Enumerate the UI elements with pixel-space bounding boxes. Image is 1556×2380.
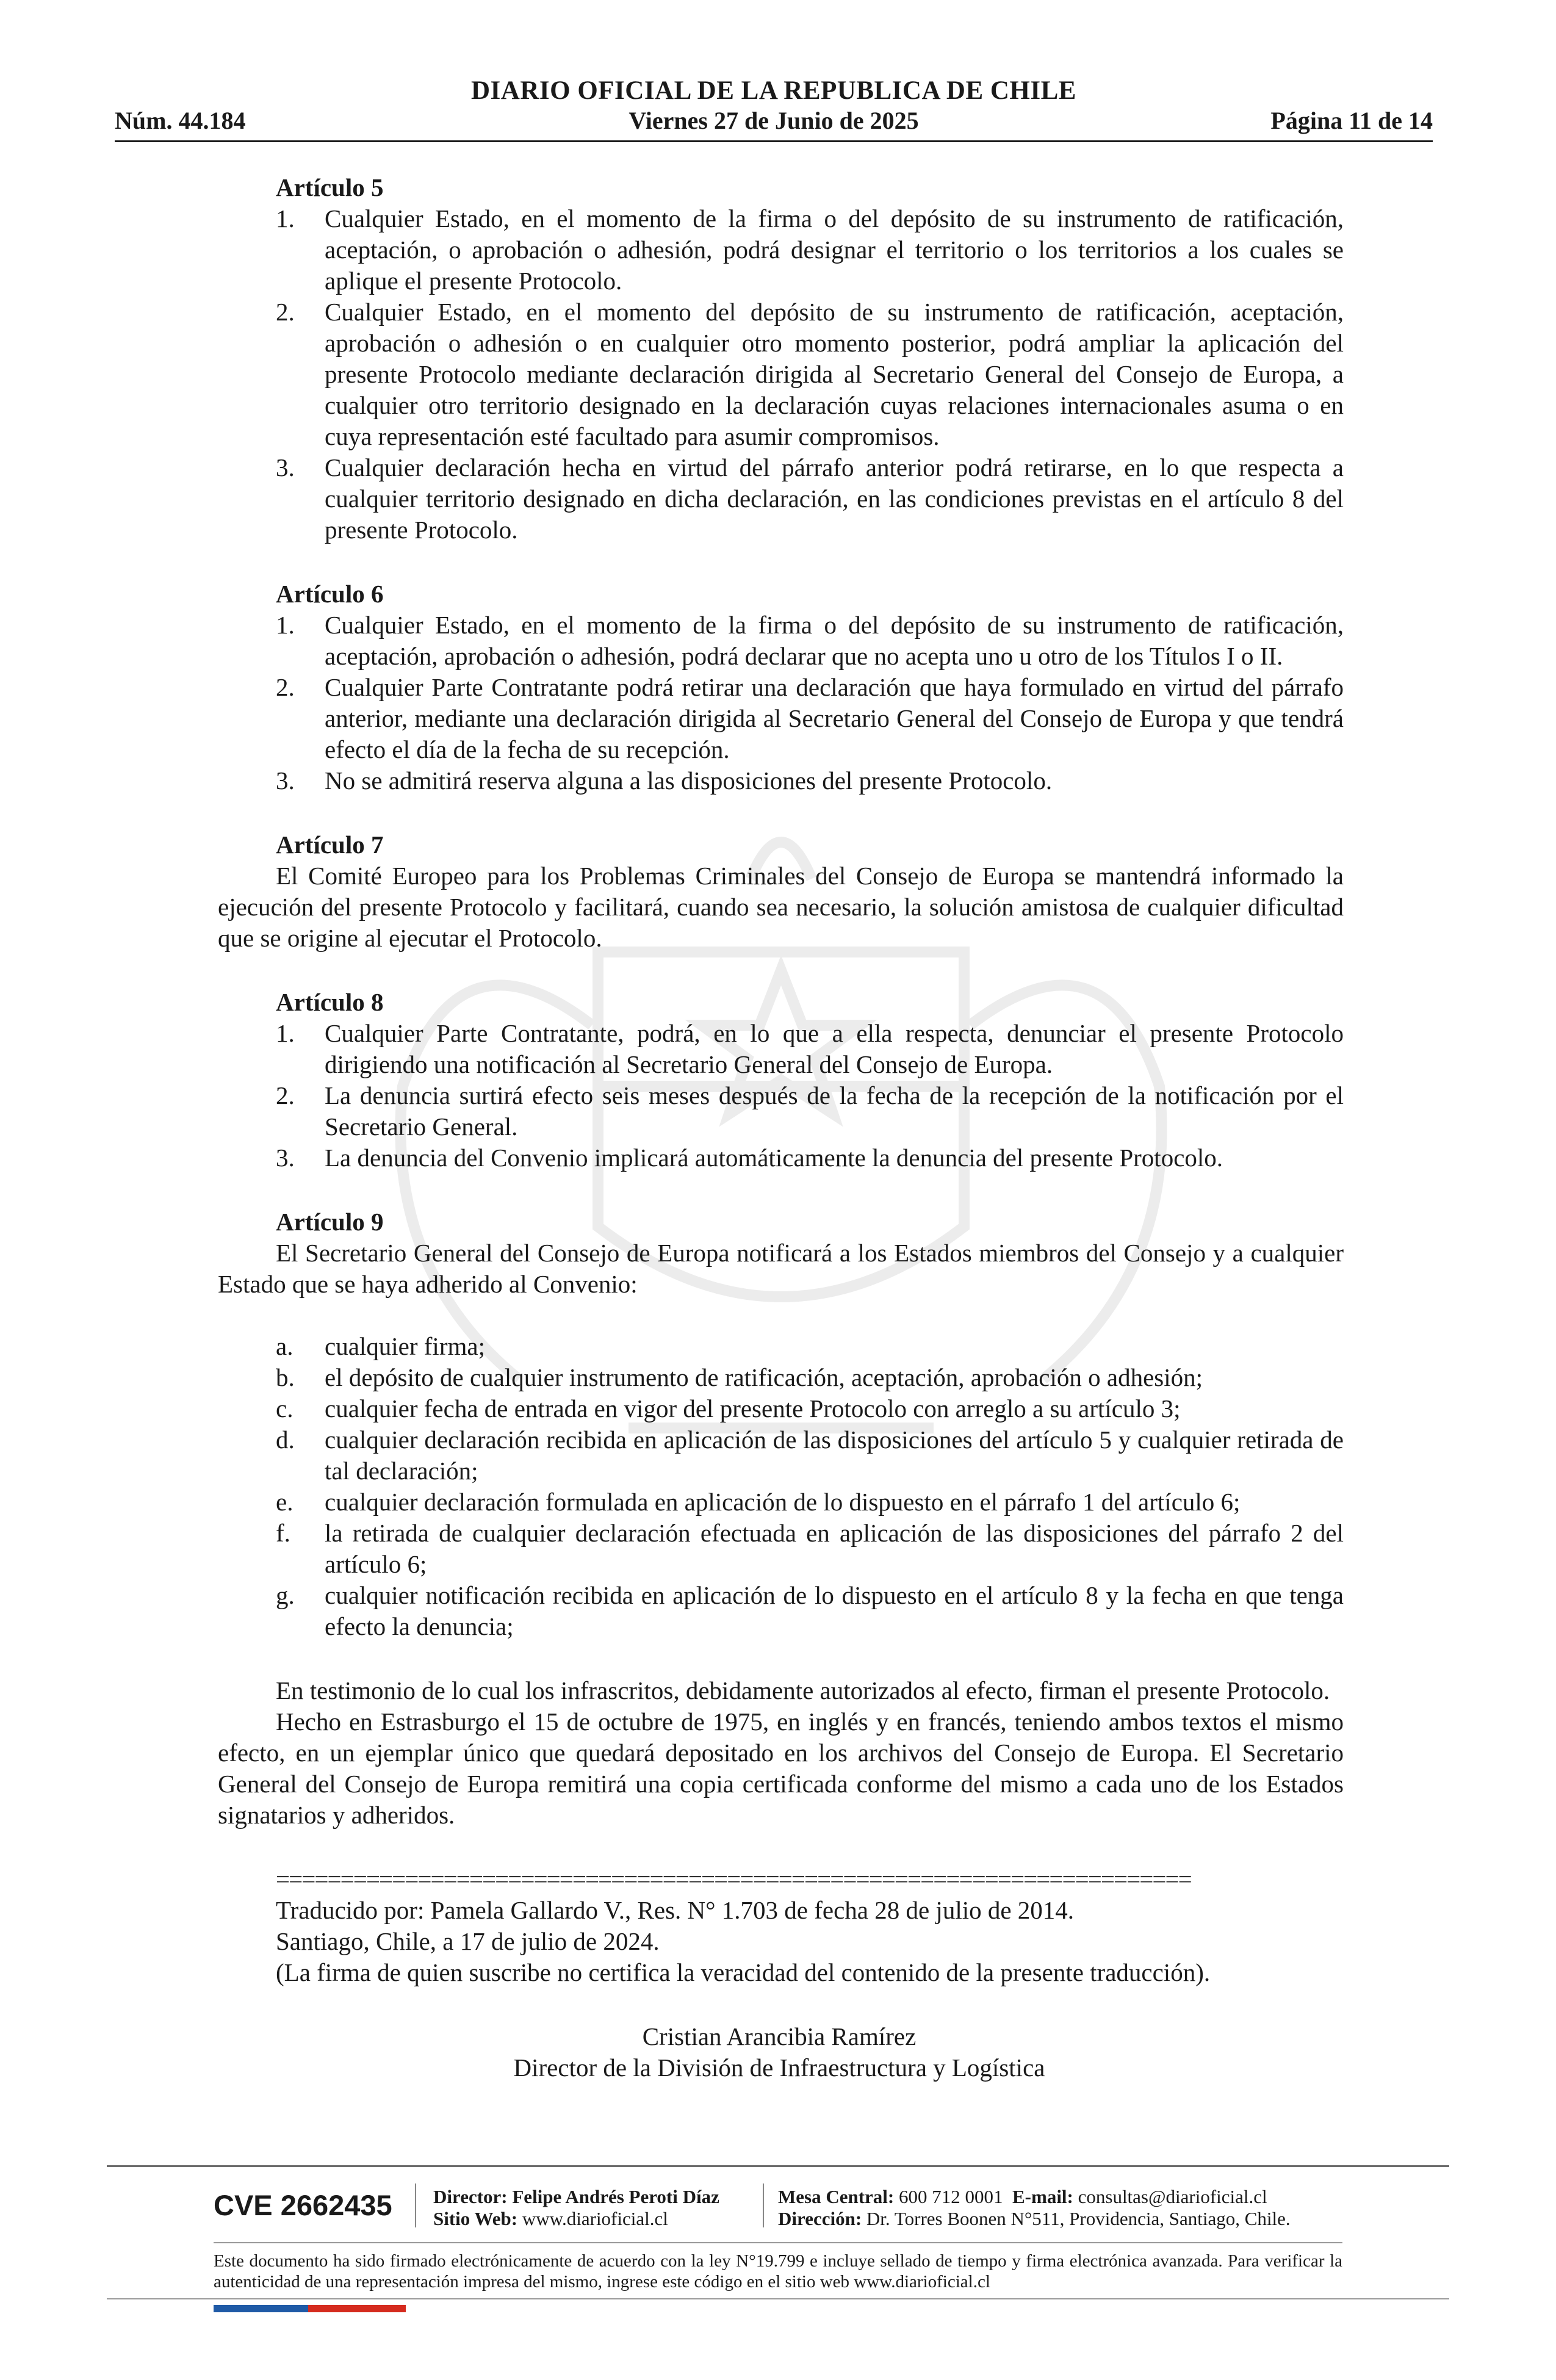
footer-divider (107, 2298, 1449, 2299)
electronic-signature-note: Este documento ha sido firmado electrónicamente de acuerdo con la ley N°19.799 e incluye sellado de tiempo y firma electrónica avanzada. Para verificar la autenticidad de una representación impresa del mismo, ingrese este código en el sitio web www.diarioficial.cl (214, 2251, 1342, 2292)
separator-line: ======================================================================= (276, 1865, 1191, 1893)
article-items (218, 1331, 1344, 1642)
closing-paragraph: Hecho en Estrasburgo el 15 de octubre de 1975, en inglés y en francés, teniendo ambos textos el mismo efecto, en un ejemplar único que quedará depositado en los archivos del Consejo de Europa. El Secretario General del Consejo de Europa remitirá una copia certificada conforme del mismo a cada uno de los Estados signatarios y adheridos. (218, 1707, 1344, 1829)
closing-section (218, 1675, 1344, 1831)
list-item: 1. Cualquier Estado, en el momento de la firma o del depósito de su instrumento de ratificación, aceptación, aprobación o adhesión, podrá declarar que no acepta uno u otro de los Títulos I o II. (276, 611, 1344, 670)
footer-divider (107, 2165, 1449, 2167)
list-item: a. cualquier firma; (276, 1332, 485, 1360)
translation-place-date: Santiago, Chile, a 17 de julio de 2024. (276, 1927, 660, 1955)
translation-disclaimer: (La firma de quien suscribe no certifica la veracidad del contenido de la presente traducción). (276, 1958, 1211, 1986)
list-item: 1. Cualquier Estado, en el momento de la firma o del depósito de su instrumento de ratificación, aceptación, o aprobación o adhesión, podrá designar el territorio o los territorios a los cuales se aplique el presente Protocolo. (276, 204, 1344, 295)
footer-separator (763, 2183, 764, 2227)
flag-red-segment (308, 2305, 406, 2312)
director-name: Felipe Andrés Peroti Díaz (512, 2186, 719, 2207)
list-item: 1. Cualquier Parte Contratante, podrá, en lo que a ella respecta, denunciar el presente Protocolo dirigiendo una notificación al Secretario General del Consejo de Europa. (276, 1019, 1344, 1078)
publication-title: DIARIO OFICIAL DE LA REPUBLICA DE CHILE (471, 76, 1076, 105)
flag-blue-segment (214, 2305, 308, 2312)
issue-date: Viernes 27 de Junio de 2025 (629, 107, 919, 134)
article-7 (218, 829, 1344, 954)
translator-line: Traducido por: Pamela Gallardo V., Res. N° 1.703 de fecha 28 de julio de 2014. (276, 1896, 1075, 1924)
address: Dr. Torres Boonen N°511, Providencia, Santiago, Chile. (866, 2208, 1291, 2229)
page-number: Página 11 de 14 (1270, 107, 1433, 134)
list-item: e. cualquier declaración formulada en aplicación de lo dispuesto en el párrafo 1 del artículo 6; (276, 1488, 1241, 1516)
chile-flag-stripe (214, 2305, 406, 2312)
issue-number: Núm. 44.184 (115, 107, 246, 134)
header-divider (115, 140, 1433, 142)
signature-block (218, 2021, 1344, 2083)
article-items (218, 1018, 1344, 1174)
translation-note (218, 1864, 1344, 1988)
phone-number: 600 712 0001 (899, 2186, 1003, 2207)
article-items (218, 610, 1344, 796)
list-item: d. cualquier declaración recibida en aplicación de las disposiciones del artículo 5 y cualquier retirada de tal declaración; (276, 1426, 1344, 1485)
list-item: f. la retirada de cualquier declaración efectuada en aplicación de las disposiciones del párrafo 2 del artículo 6; (276, 1519, 1344, 1578)
article-5 (218, 172, 1344, 546)
article-paragraph: El Secretario General del Consejo de Europa notificará a los Estados miembros del Consejo y a cualquier Estado que se haya adherido al Convenio: (218, 1239, 1344, 1298)
list-item: c. cualquier fecha de entrada en vigor del presente Protocolo con arreglo a su artículo 3; (276, 1394, 1181, 1423)
footer-director-column: Director: Felipe Andrés Peroti Díaz Sitio Web: www.diarioficial.cl (433, 2186, 719, 2229)
list-item: 3. La denuncia del Convenio implicará automáticamente la denuncia del presente Protocolo. (276, 1144, 1223, 1172)
article-title: Artículo 9 (276, 1208, 384, 1236)
cve-code: CVE 2662435 (214, 2189, 392, 2221)
article-title: Artículo 5 (276, 173, 384, 201)
signer-role: Director de la División de Infraestructura y Logística (513, 2054, 1045, 2082)
footer-separator (415, 2183, 416, 2227)
signer-name: Cristian Arancibia Ramírez (642, 2022, 917, 2050)
list-item: 2. Cualquier Estado, en el momento del depósito de su instrumento de ratificación, aceptación, aprobación o adhesión o en cualquier otro momento posterior, podrá ampliar la aplicación del presente Protocolo mediante declaración dirigida al Secretario General del Consejo de Europa, a cualquier otro territorio designado en la declaración cuyas relaciones internacionales asuma o en cuya representación esté facultado para asumir compromisos. (276, 298, 1344, 450)
closing-paragraph: En testimonio de lo cual los infrascritos, debidamente autorizados al efecto, firman el presente Protocolo. (276, 1676, 1330, 1704)
list-item: 2. La denuncia surtirá efecto seis meses después de la fecha de la recepción de la notificación por el Secretario General. (276, 1081, 1344, 1141)
list-item: 3. No se admitirá reserva alguna a las disposiciones del presente Protocolo. (276, 766, 1053, 795)
article-title: Artículo 8 (276, 988, 384, 1016)
website-link[interactable]: www.diarioficial.cl (522, 2208, 668, 2229)
page-header (115, 72, 1433, 145)
article-9 (218, 1206, 1344, 1642)
list-item: 3. Cualquier declaración hecha en virtud del párrafo anterior podrá retirarse, en lo que respecta a cualquier territorio designado en dicha declaración, en las condiciones previstas en el artículo 8 del presente Protocolo. (276, 453, 1344, 544)
article-title: Artículo 7 (276, 831, 384, 859)
page-footer (214, 2177, 1342, 2238)
article-items (218, 203, 1344, 546)
article-6 (218, 579, 1344, 796)
article-8 (218, 987, 1344, 1174)
list-item: 2. Cualquier Parte Contratante podrá retirar una declaración que haya formulado en virtud del párrafo anterior, mediante una declaración dirigida al Secretario General del Consejo de Europa y que tendrá efecto el día de la fecha de su recepción. (276, 673, 1344, 763)
footer-contact-column: Mesa Central: 600 712 0001 E-mail: consultas@diarioficial.cl Dirección: Dr. Torres Boonen N°511, Providencia, Santiago, Chile. (778, 2186, 1291, 2229)
article-paragraph: El Comité Europeo para los Problemas Criminales del Consejo de Europa se mantendrá informado la ejecución del presente Protocolo y facilitará, cuando sea necesario, la solución amistosa de cualquier dificultad que se origine al ejecutar el Protocolo. (218, 862, 1344, 952)
footer-divider (214, 2242, 1342, 2243)
article-title: Artículo 6 (276, 580, 384, 608)
document-body (218, 172, 1344, 2083)
list-item: g. cualquier notificación recibida en aplicación de lo dispuesto en el artículo 8 y la fecha en que tenga efecto la denuncia; (276, 1581, 1344, 1640)
list-item: b. el depósito de cualquier instrumento de ratificación, aceptación, aprobación o adhesión; (276, 1363, 1203, 1391)
email-link[interactable]: consultas@diarioficial.cl (1078, 2186, 1267, 2207)
